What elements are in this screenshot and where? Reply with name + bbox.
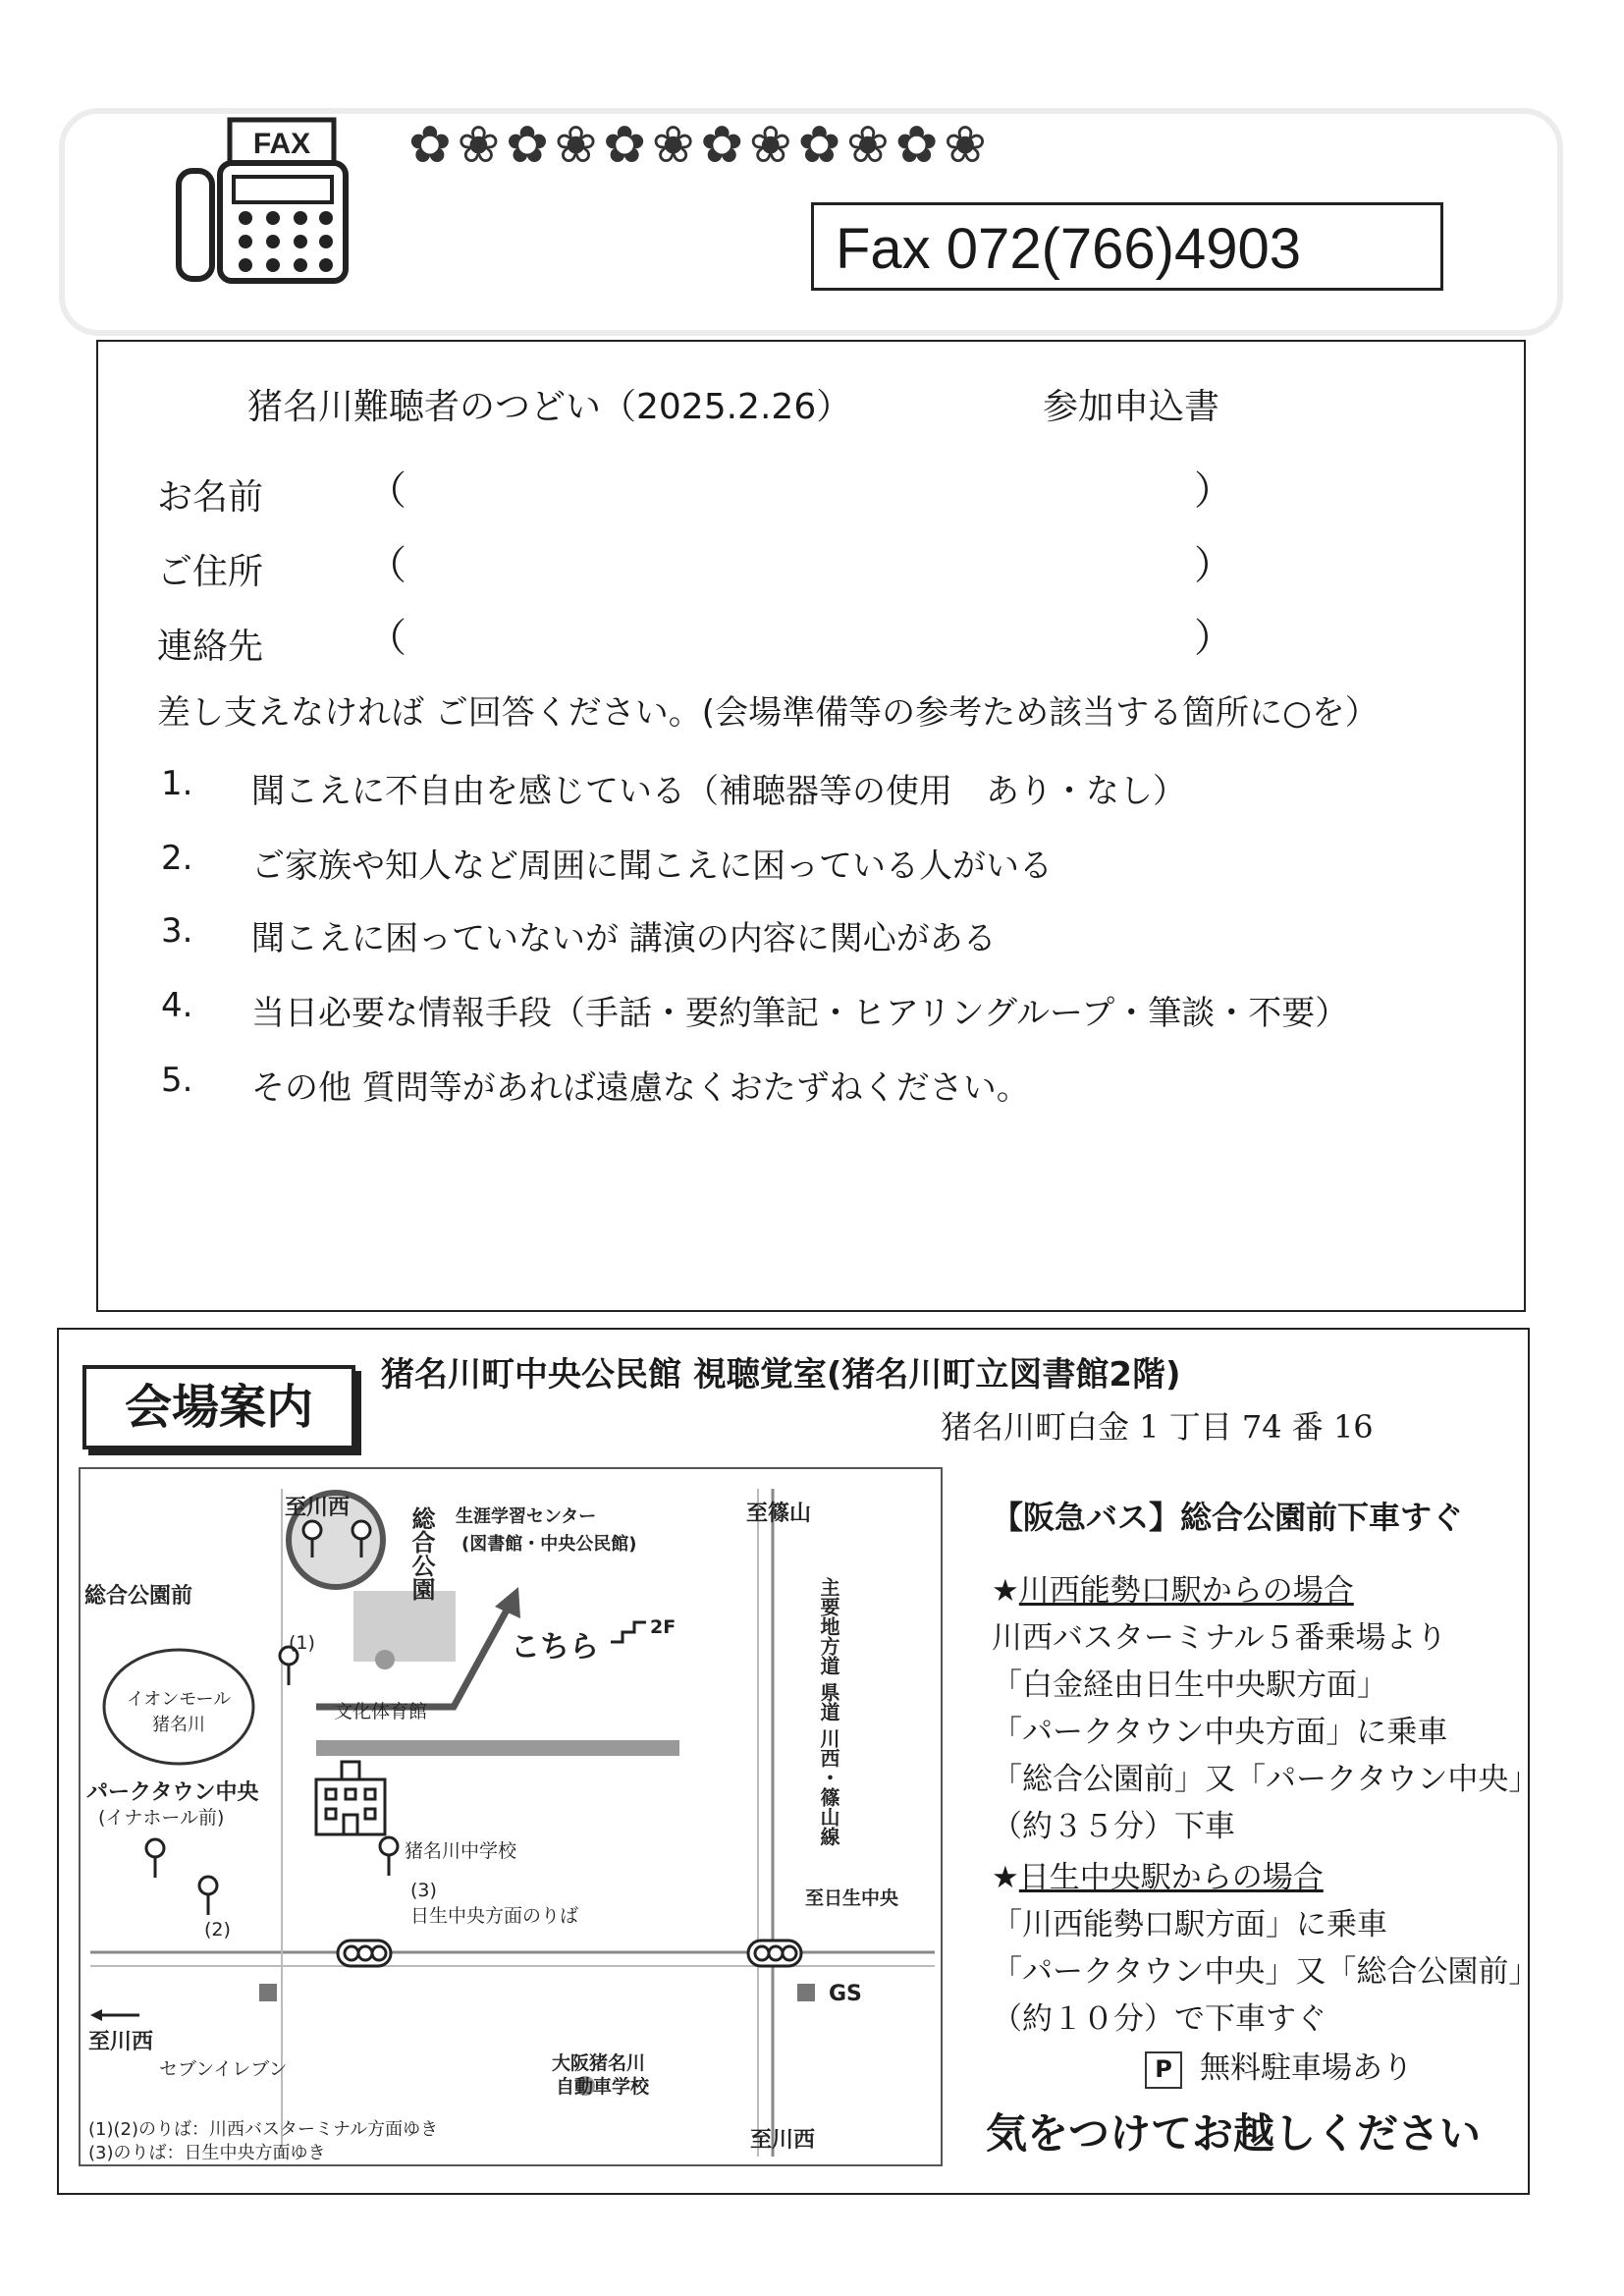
bus-stop-icon	[146, 1839, 164, 1857]
venue-address: 猪名川町白金 1 丁目 74 番 16	[941, 1408, 1374, 1446]
map-label-gs: GS	[829, 1982, 862, 2006]
bus-stop-icon	[352, 1521, 370, 1539]
map-label-kochira: こちら	[511, 1630, 599, 1665]
address-close-paren: ）	[1194, 543, 1233, 588]
route-heading-2	[992, 1852, 1324, 1896]
name-close-paren: ）	[1194, 468, 1233, 514]
map-label-stop2: (2)	[204, 1919, 231, 1941]
bus-stop-icon	[199, 1877, 217, 1894]
venue-name: 猪名川町中央公民館 視聴覚室(猪名川町立図書館2階)	[381, 1355, 1181, 1394]
parking-icon: P	[1145, 2051, 1182, 2089]
route-heading-1-text: 川西能勢口駅からの場合	[1018, 1573, 1354, 1609]
flower-decoration: ✿❀✿❀✿❀✿❀✿❀✿❀	[408, 116, 993, 175]
bus-title: 【阪急バス】総合公園前下車すぐ	[992, 1499, 1464, 1536]
map-label-to-kawanishi-left: 至川西	[88, 2030, 154, 2054]
map-label-driving-school-1: 大阪猪名川	[552, 2052, 646, 2074]
map-label-school: 猪名川中学校	[405, 1840, 517, 1862]
map-label-route: 主要地方道 県道 川西・篠山線	[817, 1577, 840, 1846]
closing-message: 気をつけてお越しください	[986, 2109, 1482, 2158]
map-label-parktown: パークタウン中央	[86, 1780, 259, 1805]
traffic-light	[338, 1941, 391, 1966]
map-legend-1: (1)(2)のりば：川西バスターミナル方面ゆき	[88, 2119, 439, 2140]
map-label-stop3-text: 日生中央方面のりば	[410, 1905, 579, 1927]
option-number: 4.	[161, 986, 193, 1025]
address-field[interactable]	[412, 536, 1178, 585]
contact-close-paren: ）	[1194, 616, 1233, 661]
form-note: 差し支えなければ ご回答ください。(会場準備等の参考ため該当する箇所に○を）	[157, 693, 1379, 733]
map-label-aeon: イオンモール猪名川	[126, 1689, 232, 1735]
map-label-to-kawanishi-bottom: 至川西	[750, 2128, 816, 2153]
map-label-bunka: 文化体育館	[334, 1701, 428, 1722]
parking-text: 無料駐車場あり	[1200, 2050, 1413, 2086]
map-label-parktown-sub: (イナホール前)	[98, 1807, 225, 1829]
option-number: 3.	[161, 911, 193, 951]
school-icon	[316, 1762, 385, 1834]
bus-stop-icon	[303, 1521, 321, 1539]
road-band	[316, 1740, 679, 1756]
map-label-seven: セブンイレブン	[159, 2058, 288, 2080]
fax-number: Fax 072(766)4903	[811, 202, 1443, 291]
map-label-center-sub: (図書館・中央公民館)	[461, 1534, 637, 1555]
option-number: 5.	[161, 1061, 193, 1100]
map-label-stop3: (3)	[410, 1880, 437, 1901]
map-label-floor: 2F	[650, 1616, 677, 1638]
option-number: 1.	[161, 764, 193, 803]
name-label: お名前	[157, 477, 264, 518]
contact-label: 連絡先	[157, 627, 264, 667]
route-line: 川西バスターミナル５番乗場より	[992, 1620, 1447, 1656]
route-line: 「総合公園前」又「パークタウン中央」	[992, 1762, 1540, 1797]
map-label-stop1: (1)	[289, 1632, 315, 1654]
address-open-paren: （	[367, 543, 406, 588]
option-text[interactable]: ご家族や知人など周囲に聞こえに困っている人がいる	[251, 847, 1053, 886]
star-icon: ★	[992, 1860, 1019, 1895]
route-line: 「川西能勢口駅方面」に乗車	[992, 1907, 1387, 1942]
contact-open-paren: （	[367, 616, 406, 661]
option-text[interactable]: その他 質問等があれば遠慮なくおたずねください。	[251, 1068, 1030, 1108]
option-text[interactable]: 聞こえに困っていないが 講演の内容に関心がある	[251, 919, 997, 958]
map-label-to-nissei: 至日生中央	[805, 1887, 899, 1909]
route-line: 「白金経由日生中央駅方面」	[992, 1667, 1387, 1703]
seven-eleven-marker	[259, 1984, 277, 2001]
traffic-light	[748, 1941, 801, 1966]
stairs-icon	[611, 1622, 646, 1642]
bus-stop-icon	[380, 1837, 398, 1855]
name-open-paren: （	[367, 468, 406, 514]
form-title: 猪名川難聴者のつどい（2025.2.26）	[247, 387, 852, 427]
map-label-sogo-koen-mae: 総合公園前	[84, 1584, 193, 1609]
route-heading-2-text: 日生中央駅からの場合	[1018, 1860, 1324, 1895]
map-legend-2: (3)のりば：日生中央方面ゆき	[88, 2143, 326, 2163]
fax-machine-icon	[175, 116, 352, 285]
star-icon: ★	[992, 1573, 1019, 1609]
map-label-to-sasayama: 至篠山	[746, 1502, 812, 1526]
map-label-sogo-koen: 総合公園	[407, 1506, 435, 1601]
route-line: （約１０分）で下車すぐ	[992, 2001, 1326, 2037]
map-label-to-kawanishi: 至川西	[285, 1496, 351, 1520]
form-title-suffix: 参加申込書	[1043, 387, 1220, 427]
contact-field[interactable]	[412, 609, 1178, 658]
option-number: 2.	[161, 839, 193, 878]
option-text[interactable]: 聞こえに不自由を感じている（補聴器等の使用 あり・なし）	[251, 772, 1186, 811]
map-label-driving-school-2: 自動車学校	[556, 2076, 650, 2098]
map-label-center: 生涯学習センター	[456, 1506, 597, 1527]
parking-note	[1145, 2043, 1413, 2089]
venue-map	[79, 1467, 943, 2166]
gs-marker	[797, 1984, 815, 2001]
option-text[interactable]: 当日必要な情報手段（手話・要約筆記・ヒアリングループ・筆談・不要）	[251, 994, 1349, 1033]
map-dot	[375, 1650, 395, 1669]
route-line: 「パークタウン中央」又「総合公園前」	[992, 1954, 1540, 1990]
route-line: 「パークタウン中央方面」に乗車	[992, 1715, 1448, 1750]
address-label: ご住所	[157, 552, 264, 592]
route-line: （約３５分）下車	[992, 1809, 1235, 1844]
venue-building	[353, 1591, 456, 1662]
name-field[interactable]	[412, 462, 1178, 511]
venue-label: 会場案内	[82, 1365, 355, 1449]
fax-icon-text: FAX	[252, 128, 311, 160]
route-heading-1	[992, 1565, 1354, 1610]
